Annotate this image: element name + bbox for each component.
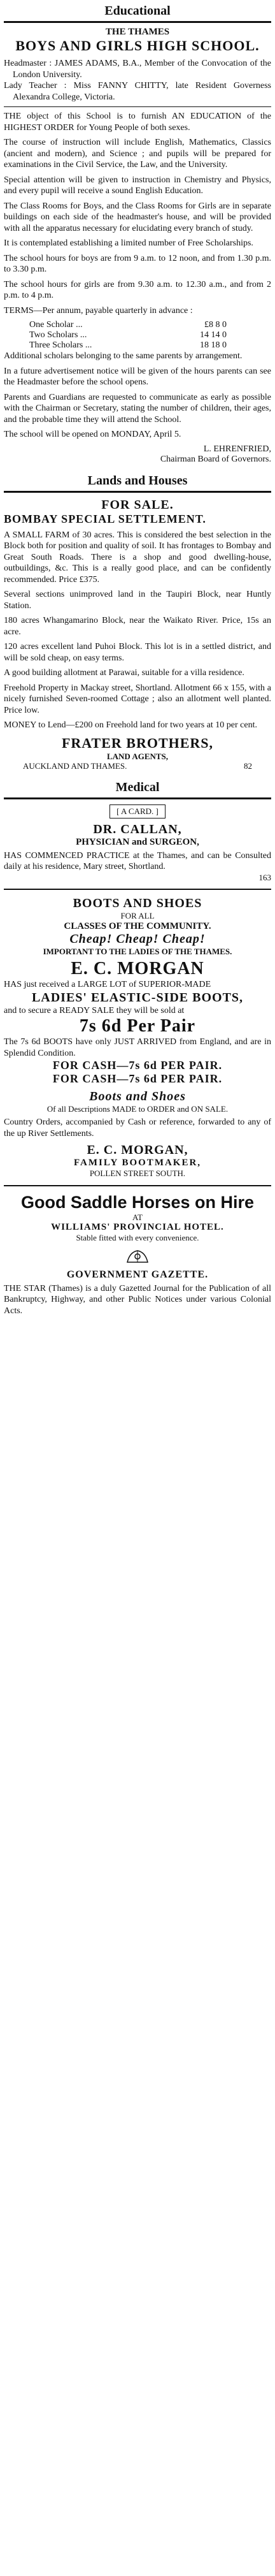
doctor-name: DR. CALLAN, [93,822,182,836]
opening: The school will be opened on MONDAY, April 5. [4,430,181,439]
terms: TERMS—Per annum, payable quarterly in advance : [4,305,193,316]
future-notice: In a future advertisement notice will be given of the hours parents can see the Headmaster before the school opens. [4,366,271,387]
headmaster: Headmaster : JAMES ADAMS, B.A., Member of the Convocation of the London University. [4,59,271,80]
for-cash-repeat: FOR CASH—7s 6d PER PAIR. [52,1072,223,1086]
just-arrived: The 7s 6d BOOTS have only JUST ARRIVED from England, and are in Splendid Condition. [4,1037,271,1058]
section-lands: Lands and Houses [4,470,271,493]
agents-title: LAND AGENTS, [106,751,169,761]
doctor-title: PHYSICIAN and SURGEON, [76,836,199,847]
school-object: THE object of this School is to furnish AN EDUCATION of the HIGHEST ORDER for Young People of both sexes. [4,112,271,133]
family-bootmaker: FAMILY BOOTMAKER, [73,1158,202,1168]
boots-cheap: Cheap! Cheap! Cheap! [69,931,206,946]
school-scholarships: It is contemplated establishing a limited number of Free Scholarships. [4,238,253,248]
school-name: BOYS AND GIRLS HIGH SCHOOL. [15,38,260,54]
boots-classes: CLASSES OF THE COMMUNITY. [64,921,211,931]
agents-name: FRATER BROTHERS, [61,734,214,751]
boots-heading: BOOTS AND SHOES [73,896,202,911]
whangamarino: 180 acres Whangamarino Block, near the Waikato River. Price, 15s an acre. [4,616,271,637]
boots-and-shoes: Boots and Shoes [89,1089,186,1104]
school-town: THE THAMES [105,27,170,37]
practice-notice: HAS COMMENCED PRACTICE at the Thames, and can be Consulted daily at his residence, Mary street, Shortland. [4,850,271,872]
additional-scholars: Additional scholars belonging to the same parents by arrangement. [4,351,243,361]
descriptions: Of all Descriptions MADE to ORDER and ON SALE. [46,1104,229,1114]
boots-important: IMPORTANT TO THE LADIES OF THE THAMES. [43,946,232,956]
bombay-title: BOMBAY SPECIAL SETTLEMENT. [4,512,206,525]
signature: L. EHRENFRIED, [203,444,271,454]
practice-num: 163 [258,872,271,882]
ready-sale: and to secure a READY SALE they will be sold at [4,1005,185,1015]
money-to-lend: MONEY to Lend—£200 on Freehold land for two years at 10 per cent. [4,720,257,730]
stable-note: Stable fitted with every convenience. [76,1233,199,1243]
section-educational: Educational [4,0,271,23]
school-special: Special attention will be given to instruction in Chemistry and Physics, and every pupil will receive a sound English Education. [4,175,271,196]
parawai: A good building allotment at Parawai, suitable for a villa residence. [4,668,244,678]
section-medical: Medical [4,776,271,799]
hotel-name: WILLIAMS' PROVINCIAL HOTEL. [51,1222,224,1233]
divider [4,1185,271,1186]
morgan-name-2: E. C. MORGAN, [87,1143,188,1158]
boots-for-all: FOR ALL [120,911,155,921]
agents-footer: AUCKLAND AND THAMES. 82 [23,761,252,771]
parents-notice: Parents and Guardians are requested to communicate as early as possible with the Chairman or Secretary, stating the number of children, their ages, and the probable time they will attend the School. [4,392,271,425]
unimproved-sections: Several sections unimproved land in the Taupiri Block, near Huntly Station. [4,590,271,611]
signature-title: Chairman Board of Governors. [160,454,271,464]
pollen-street: POLLEN STREET SOUTH. [89,1168,186,1179]
divider [4,106,271,107]
morgan-name: E. C. MORGAN [71,959,204,979]
small-farm: A SMALL FARM of 30 acres. This is considered the best selection in the Block both for position and quality of soil. It has frontages to Bombay and Great South Roads. There is a shop and good dwelling-house, outbuildings, &c. This is a really good place, and can be confidently recommended. Price £375. [4,530,271,585]
fee-row: Three Scholars ... 18 18 0 [29,340,227,350]
horses-at: AT [132,1212,143,1222]
hours-girls: The school hours for girls are from 9.30 a.m. to 12.30 a.m., and from 2 p.m. to 4 p.m. [4,279,271,300]
school-course: The course of instruction will include English, Mathematics, Classics (ancient and modern), and Science ; and pupils will be prepared for examinations in the Civil Service, the Law, and the University. [4,138,271,170]
country-orders: Country Orders, accompanied by Cash or reference, forwarded to any of the up River Settlements. [4,1117,271,1139]
school-classrooms: The Class Rooms for Boys, and the Class Rooms for Girls are in separate buildings on each side of the headmaster's house, and will be provided with all the apparatus necessary for elucidating every branch of study. [4,201,271,233]
card-label: [ A CARD. ] [109,804,166,819]
ladies-boots: LADIES' ELASTIC-SIDE BOOTS, [31,990,244,1005]
lady-teacher: Lady Teacher : Miss FANNY CHITTY, late Resident Governess Alexandra College, Victoria. [4,81,271,102]
gazette-text: THE STAR (Thames) is a duly Gazetted Journal for the Publication of all Bankruptcy, Highway, and other Public Notices under various Colonial Acts. [4,1283,271,1316]
gazette-heading: GOVERNMENT GAZETTE. [66,1269,209,1280]
fee-row: One Scholar ... £8 8 0 [29,320,227,330]
for-sale-title: FOR SALE. [101,497,174,512]
received: HAS just received a LARGE LOT of SUPERIOR-MADE [4,980,211,990]
hours-boys: The school hours for boys are from 9 a.m. to 12 noon, and from 1.30 p.m. to 3.30 p.m. [4,253,271,274]
crest-icon [4,1248,271,1268]
puhoi: 120 acres excellent land Puhoi Block. This lot is in a settled district, and will be sold cheap, on easy terms. [4,642,271,663]
for-cash: FOR CASH—7s 6d PER PAIR. [52,1059,223,1072]
freehold: Freehold Property in Mackay street, Shortland. Allotment 66 x 155, with a nicely furnished Seven-roomed Cottage ; also an allotment well planted. Price low. [4,683,271,715]
fee-row: Two Scholars ... 14 14 0 [29,330,227,340]
price: 7s 6d Per Pair [79,1016,196,1037]
horses-heading: Good Saddle Horses on Hire [20,1192,255,1212]
divider [4,889,271,890]
